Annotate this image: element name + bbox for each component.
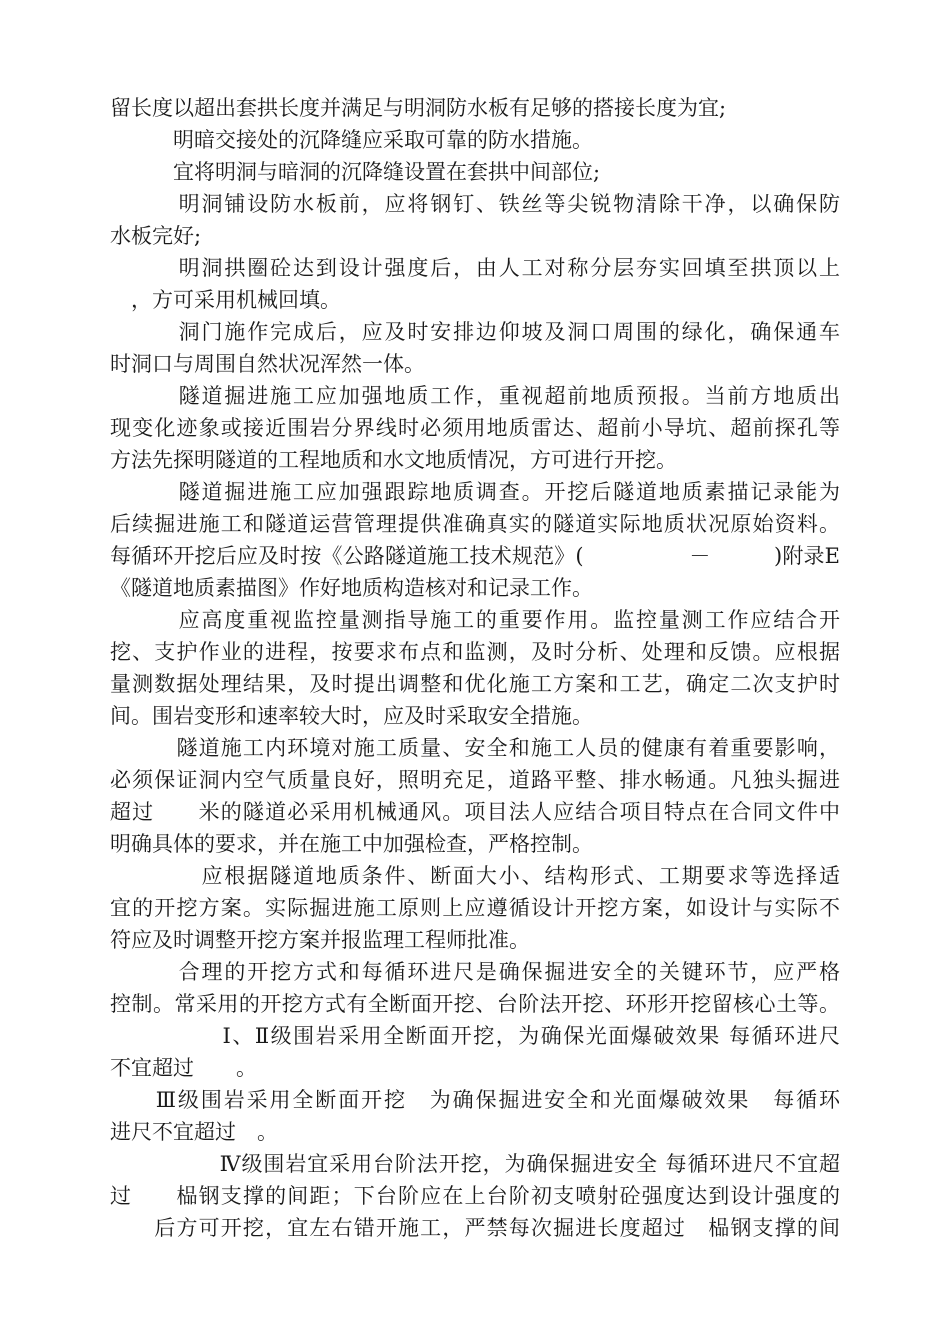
text-line: 应高度重视监控量测指导施工的重要作用。监控量测工作应结合开 bbox=[110, 608, 840, 632]
text-line: Ⅲ级围岩采用全断面开挖 为确保掘进安全和光面爆破效果 每循环 bbox=[110, 1088, 840, 1112]
text-line: 隧道施工内环境对施工质量、安全和施工人员的健康有着重要影响， bbox=[110, 736, 840, 760]
text-line: 应根据隧道地质条件、断面大小、结构形式、工期要求等选择适 bbox=[110, 864, 840, 888]
text-line: 留长度以超出套拱长度并满足与明洞防水板有足够的搭接长度为宜; bbox=[110, 96, 727, 120]
text-line: 明暗交接处的沉降缝应采取可靠的防水措施。 bbox=[110, 128, 593, 152]
text-line: 过 榀钢支撑的间距；下台阶应在上台阶初支喷射砼强度达到设计强度的 bbox=[110, 1184, 840, 1208]
text-line: 进尺不宜超过 。 bbox=[110, 1120, 278, 1144]
text-line: 方法先探明隧道的工程地质和水文地质情况，方可进行开挖。 bbox=[110, 448, 677, 472]
text-line: 隧道掘进施工应加强跟踪地质调查。开挖后隧道地质素描记录能为 bbox=[110, 480, 840, 504]
text-line: 不宜超过 。 bbox=[110, 1056, 257, 1080]
text-line: 后续掘进施工和隧道运营管理提供准确真实的隧道实际地质状况原始资料。 bbox=[110, 512, 840, 536]
text-line: 挖、支护作业的进程，按要求布点和监测，及时分析、处理和反馈。应根据 bbox=[110, 640, 840, 664]
text-line: 宜的开挖方案。实际掘进施工原则上应遵循设计开挖方案，如设计与实际不 bbox=[110, 896, 840, 920]
text-line: 隧道掘进施工应加强地质工作，重视超前地质预报。当前方地质出 bbox=[110, 384, 840, 408]
text-line: 水板完好; bbox=[110, 224, 202, 248]
text-line: 现变化迹象或接近围岩分界线时必须用地质雷达、超前小导坑、超前探孔等 bbox=[110, 416, 840, 440]
text-line: 《隧道地质素描图》作好地质构造核对和记录工作。 bbox=[110, 576, 593, 600]
text-line: 间。围岩变形和速率较大时，应及时采取安全措施。 bbox=[110, 704, 593, 728]
text-line: Ⅳ级围岩宜采用台阶法开挖，为确保掘进安全 每循环进尺不宜超 bbox=[110, 1152, 840, 1176]
text-line: 超过 米的隧道必采用机械通风。项目法人应结合项目特点在合同文件中 bbox=[110, 800, 840, 824]
text-line: Ⅰ、Ⅱ级围岩采用全断面开挖，为确保光面爆破效果 每循环进尺 bbox=[110, 1024, 840, 1048]
text-line: 量测数据处理结果，及时提出调整和优化施工方案和工艺，确定二次支护时 bbox=[110, 672, 840, 696]
text-line: 明洞拱圈砼达到设计强度后，由人工对称分层夯实回填至拱顶以上 bbox=[110, 256, 840, 280]
text-line: 合理的开挖方式和每循环进尺是确保掘进安全的关键环节，应严格 bbox=[110, 960, 840, 984]
text-line: 时洞口与周围自然状况浑然一体。 bbox=[110, 352, 425, 376]
text-line: 明确具体的要求，并在施工中加强检查，严格控制。 bbox=[110, 832, 593, 856]
text-line: 后方可开挖，宜左右错开施工，严禁每次掘进长度超过 榀钢支撑的间 bbox=[110, 1216, 840, 1240]
text-line: 符应及时调整开挖方案并报监理工程师批准。 bbox=[110, 928, 530, 952]
text-line: 明洞铺设防水板前，应将钢钉、铁丝等尖锐物清除干净，以确保防 bbox=[110, 192, 840, 216]
text-line: ，方可采用机械回填。 bbox=[110, 288, 341, 312]
text-line: 必须保证洞内空气质量良好，照明充足，道路平整、排水畅通。凡独头掘进 bbox=[110, 768, 840, 792]
text-line: 宜将明洞与暗洞的沉降缝设置在套拱中间部位; bbox=[110, 160, 601, 184]
text-line: 控制。常采用的开挖方式有全断面开挖、台阶法开挖、环形开挖留核心土等。 bbox=[110, 992, 840, 1016]
text-line: 每循环开挖后应及时按《公路隧道施工技术规范》( － )附录E bbox=[110, 544, 840, 568]
text-line: 洞门施作完成后，应及时安排边仰坡及洞口周围的绿化，确保通车 bbox=[110, 320, 840, 344]
